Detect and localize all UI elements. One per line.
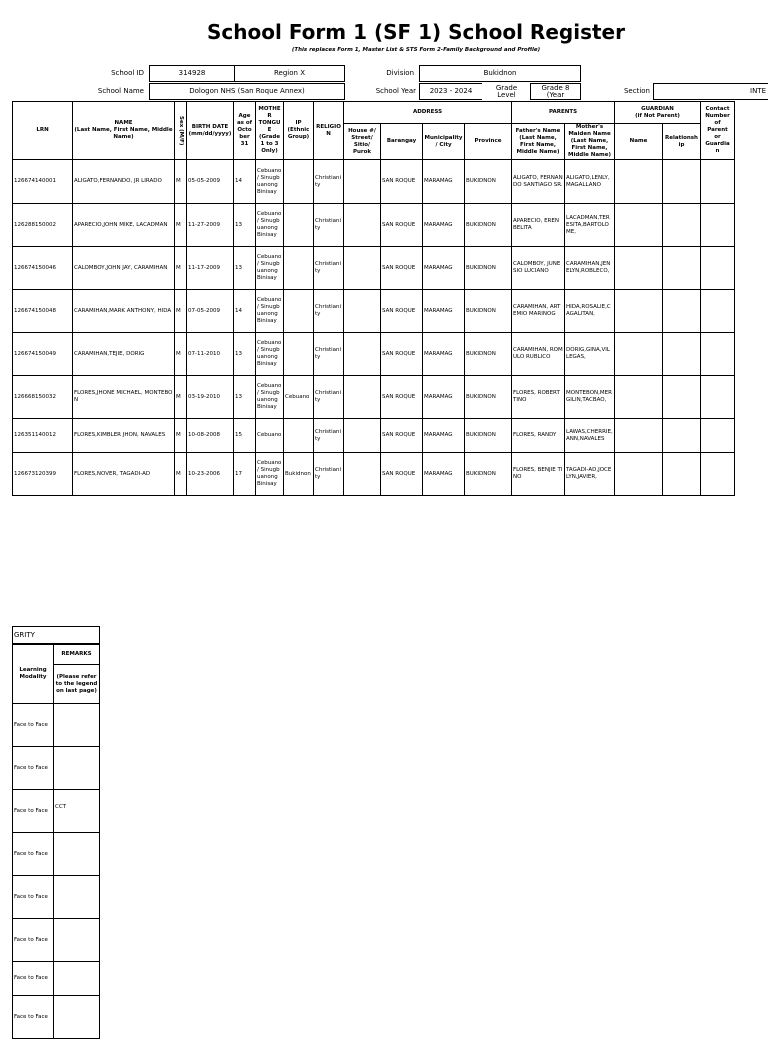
lrn-cell: 126674140001 <box>13 160 73 204</box>
municipality-cell: MARAMAG <box>423 160 465 204</box>
school-name-field: Dologon NHS (San Roque Annex) <box>149 83 345 100</box>
modality-cell: Face to Face <box>13 747 54 790</box>
header-house <box>344 124 381 160</box>
father-cell: ALIGATO, FERNANDO SANTIAGO SR. <box>512 160 565 204</box>
guardian-name-cell <box>615 247 663 290</box>
header-ip-line2: (Ethnic <box>287 127 310 133</box>
header-mt-line4: (Grade <box>258 134 281 140</box>
header-age-line4: ber <box>239 134 250 140</box>
header-father-line4: Middle Name) <box>516 148 560 155</box>
age-cell: 17 <box>234 453 256 496</box>
header-birth-date-line1: BIRTH DATE <box>191 123 229 130</box>
header-mt-line3: TONGUE <box>258 120 281 133</box>
province-cell: BUKIDNON <box>465 333 512 376</box>
guardian-name-cell <box>615 453 663 496</box>
header-municipality-line1: Municipality <box>424 134 463 141</box>
school-name-label: School Name <box>97 87 144 95</box>
mother-cell: DORIG,GINA,VILLEGAS, <box>565 333 615 376</box>
mother-tongue-cell: Cebuano / Sinugbuanong Binisay <box>256 160 284 204</box>
contact-cell <box>701 453 735 496</box>
division-field: Bukidnon <box>419 65 581 82</box>
name-cell: FLORES,NOVER, TAGADI-AD <box>73 453 175 496</box>
age-cell: 14 <box>234 290 256 333</box>
ip-cell <box>284 247 314 290</box>
guardian-name-cell <box>615 290 663 333</box>
religion-cell: Christianity <box>314 333 344 376</box>
grade-level-label-line2: Level <box>497 90 516 99</box>
grade-level-field <box>530 83 581 100</box>
mother-tongue-cell: Cebuano / Sinugbuanong Binisay <box>256 333 284 376</box>
remarks-row <box>13 790 100 833</box>
header-province: Province <box>465 124 512 160</box>
lrn-cell: 126288150002 <box>13 204 73 247</box>
table-row <box>13 204 735 247</box>
barangay-cell: SAN ROQUE <box>381 453 423 496</box>
grade-level-label <box>482 83 531 100</box>
sex-cell: M <box>175 376 187 419</box>
header-sex <box>175 102 187 160</box>
lrn-cell: 126673120399 <box>13 453 73 496</box>
header-age <box>234 102 256 160</box>
name-cell: CARAMIHAN,TEJIE, DORIG <box>73 333 175 376</box>
province-cell: BUKIDNON <box>465 453 512 496</box>
table-row <box>13 160 735 204</box>
municipality-cell: MARAMAG <box>423 204 465 247</box>
mother-tongue-cell: Cebuano / Sinugbuanong Binisay <box>256 204 284 247</box>
table-row <box>13 333 735 376</box>
barangay-cell: SAN ROQUE <box>381 333 423 376</box>
header-guardian-line1: GUARDIAN <box>641 105 674 112</box>
header-relationship-line2: ip <box>678 141 685 148</box>
province-cell: BUKIDNON <box>465 376 512 419</box>
ip-cell <box>284 160 314 204</box>
sex-cell: M <box>175 333 187 376</box>
modality-cell: Face to Face <box>13 876 54 919</box>
contact-cell <box>701 333 735 376</box>
guardian-name-cell <box>615 376 663 419</box>
header-ip-line1: IP <box>295 120 302 126</box>
birth-date-cell: 03-19-2010 <box>187 376 234 419</box>
remark-cell <box>54 962 100 996</box>
modality-cell: Face to Face <box>13 790 54 833</box>
house-cell <box>344 160 381 204</box>
header-contact-line5: or <box>714 134 721 140</box>
mother-cell: ALIGATO,LENLY,MAGALLANO <box>565 160 615 204</box>
mother-tongue-cell: Cebuano / Sinugbuanong Binisay <box>256 453 284 496</box>
header-municipality-line2: / City <box>435 141 452 148</box>
birth-date-cell: 10-23-2006 <box>187 453 234 496</box>
grade-level-label-line1: Grade <box>495 83 518 92</box>
contact-cell <box>701 247 735 290</box>
birth-date-cell: 10-08-2008 <box>187 419 234 453</box>
remarks-table <box>12 644 100 1039</box>
header-ip <box>284 102 314 160</box>
contact-cell <box>701 160 735 204</box>
municipality-cell: MARAMAG <box>423 376 465 419</box>
lrn-cell: 126674150049 <box>13 333 73 376</box>
sex-cell: M <box>175 204 187 247</box>
lrn-cell: 126674150046 <box>13 247 73 290</box>
relationship-cell <box>663 333 701 376</box>
name-cell: CARAMIHAN,MARK ANTHONY, HIDA <box>73 290 175 333</box>
guardian-name-cell <box>615 204 663 247</box>
remark-cell <box>54 919 100 962</box>
modality-cell: Face to Face <box>13 996 54 1039</box>
barangay-cell: SAN ROQUE <box>381 247 423 290</box>
header-father <box>512 124 565 160</box>
birth-date-cell: 05-05-2009 <box>187 160 234 204</box>
header-ip-line3: Group) <box>287 134 310 140</box>
municipality-cell: MARAMAG <box>423 333 465 376</box>
header-age-line2: as of <box>236 120 253 126</box>
header-contact <box>701 102 735 160</box>
form-title: School Form 1 (SF 1) School Register <box>207 20 625 44</box>
remark-cell <box>54 833 100 876</box>
header-mt-line6: Only) <box>261 148 278 154</box>
barangay-cell: SAN ROQUE <box>381 376 423 419</box>
province-cell: BUKIDNON <box>465 160 512 204</box>
ip-cell: Bukidnon <box>284 453 314 496</box>
house-cell <box>344 247 381 290</box>
header-name-title: NAME <box>114 120 133 126</box>
mother-tongue-cell: Cebuano / Sinugbuanong Binisay <box>256 376 284 419</box>
religion-cell: Christianity <box>314 204 344 247</box>
header-age-line3: Octo <box>237 127 252 133</box>
mother-tongue-cell: Cebuano / Sinugbuanong Binisay <box>256 290 284 333</box>
father-cell: FLORES, BENJIE TINO <box>512 453 565 496</box>
municipality-cell: MARAMAG <box>423 419 465 453</box>
remarks-row <box>13 704 100 747</box>
father-cell: CALOMBOY, JUNESIO LUCIANO <box>512 247 565 290</box>
father-cell: APARECIO, EREN BELITA <box>512 204 565 247</box>
age-cell: 14 <box>234 160 256 204</box>
region-field: Region X <box>234 65 345 82</box>
remarks-row <box>13 962 100 996</box>
birth-date-cell: 11-27-2009 <box>187 204 234 247</box>
province-cell: BUKIDNON <box>465 290 512 333</box>
register-table <box>12 101 735 496</box>
house-cell <box>344 453 381 496</box>
modality-cell: Face to Face <box>13 704 54 747</box>
header-guardian-line2: (if Not Parent) <box>635 112 680 119</box>
school-year-label: School Year <box>375 87 416 95</box>
barangay-cell: SAN ROQUE <box>381 160 423 204</box>
relationship-cell <box>663 376 701 419</box>
house-cell <box>344 290 381 333</box>
father-cell: CARAMIHAN, ARTEMIO MARINOG <box>512 290 565 333</box>
relationship-cell <box>663 453 701 496</box>
header-age-line1: Age <box>238 113 251 119</box>
remark-cell <box>54 704 100 747</box>
lrn-cell: 126674150048 <box>13 290 73 333</box>
house-cell <box>344 204 381 247</box>
province-cell: BUKIDNON <box>465 204 512 247</box>
header-modality-line2: Modality <box>19 674 47 680</box>
age-cell: 13 <box>234 247 256 290</box>
name-cell: FLORES,JHONE MICHAEL, MONTEBON <box>73 376 175 419</box>
header-relationship-line1: Relationsh <box>665 134 698 141</box>
mother-cell: MONTEBON,MERGILIN,TACBAO, <box>565 376 615 419</box>
mother-cell: CARAMIHAN,JENELYN,ROBLECO, <box>565 247 615 290</box>
house-cell <box>344 419 381 453</box>
age-cell: 15 <box>234 419 256 453</box>
barangay-cell: SAN ROQUE <box>381 204 423 247</box>
contact-cell <box>701 204 735 247</box>
header-house-line1: House #/ <box>348 127 376 134</box>
relationship-cell <box>663 419 701 453</box>
form-subtitle: (This replaces Form 1, Master List & STS Form 2-Family Background and Profile) <box>291 47 541 53</box>
header-mother <box>565 124 615 160</box>
mother-cell: TAGADI-AD,JOCELYN,JAVIER, <box>565 453 615 496</box>
header-mother-line5: Middle Name) <box>567 152 612 158</box>
age-cell: 13 <box>234 204 256 247</box>
header-mother-tongue <box>256 102 284 160</box>
ip-cell <box>284 204 314 247</box>
remarks-row <box>13 876 100 919</box>
header-father-line2: (Last Name, <box>519 134 557 141</box>
grade-level-value-line1: Grade 8 <box>541 83 570 92</box>
header-religion-line2: N <box>326 130 331 137</box>
header-mother-line4: First Name, <box>571 145 608 151</box>
municipality-cell: MARAMAG <box>423 453 465 496</box>
religion-cell: Christianity <box>314 290 344 333</box>
modality-cell: Face to Face <box>13 833 54 876</box>
header-address: ADDRESS <box>344 102 512 124</box>
sex-cell: M <box>175 247 187 290</box>
mother-cell: HIDA,ROSALIE,CAGALITAN, <box>565 290 615 333</box>
header-religion <box>314 102 344 160</box>
relationship-cell <box>663 290 701 333</box>
father-cell: FLORES, ROBERT TINO <box>512 376 565 419</box>
table-row <box>13 376 735 419</box>
name-cell: APARECIO,JOHN MIKE, LACADMAN <box>73 204 175 247</box>
sex-cell: M <box>175 160 187 204</box>
header-mt-line2: R <box>267 113 272 119</box>
name-cell: ALIGATO,FERNANDO, JR LIRADO <box>73 160 175 204</box>
remarks-body <box>13 704 100 1039</box>
table-row <box>13 453 735 496</box>
header-name <box>73 102 175 160</box>
header-contact-line7: n <box>715 148 720 154</box>
remarks-row <box>13 833 100 876</box>
school-id-field: 314928 <box>149 65 235 82</box>
header-modality-line1: Learning <box>19 667 47 673</box>
school-year-field: 2023 - 2024 <box>419 83 483 100</box>
mother-tongue-cell: Cebuano <box>256 419 284 453</box>
municipality-cell: MARAMAG <box>423 290 465 333</box>
division-label: Division <box>386 69 414 77</box>
header-name-sub: (Last Name, First Name, Middle Name) <box>74 127 173 140</box>
municipality-cell: MARAMAG <box>423 247 465 290</box>
barangay-cell: SAN ROQUE <box>381 290 423 333</box>
header-mother-line3: (Last Name, <box>570 138 609 144</box>
section-field: INTE <box>653 83 768 100</box>
table-row <box>13 247 735 290</box>
name-cell: FLORES,KIMBLER JHON, NAVALES <box>73 419 175 453</box>
header-father-line1: Father's Name <box>515 127 561 134</box>
header-birth-date <box>187 102 234 160</box>
house-cell <box>344 333 381 376</box>
header-mother-line1: Mother's <box>575 124 604 130</box>
remarks-row <box>13 747 100 790</box>
header-barangay: Barangay <box>381 124 423 160</box>
father-cell: FLORES, RANDY <box>512 419 565 453</box>
modality-cell: Face to Face <box>13 962 54 996</box>
header-municipality <box>423 124 465 160</box>
grade-level-value-line2: (Year <box>546 90 565 99</box>
contact-cell <box>701 290 735 333</box>
relationship-cell <box>663 160 701 204</box>
header-age-line5: 31 <box>240 141 249 147</box>
sex-cell: M <box>175 290 187 333</box>
header-contact-line3: of <box>714 120 721 126</box>
remark-cell <box>54 876 100 919</box>
header-relationship <box>663 124 701 160</box>
guardian-name-cell <box>615 419 663 453</box>
header-mt-line5: 1 to 3 <box>260 141 279 147</box>
contact-cell <box>701 376 735 419</box>
header-guardian <box>615 102 701 124</box>
header-house-line4: Purok <box>352 148 372 155</box>
remarks-row <box>13 919 100 962</box>
relationship-cell <box>663 204 701 247</box>
header-learning-modality <box>13 645 54 704</box>
register-body <box>13 160 735 496</box>
table-row <box>13 290 735 333</box>
header-parents: PARENTS <box>512 102 615 124</box>
birth-date-cell: 07-11-2010 <box>187 333 234 376</box>
header-contact-line2: Number <box>705 113 730 119</box>
header-remarks-sub: (Please refer to the legend on last page) <box>54 665 100 704</box>
birth-date-cell: 07-05-2009 <box>187 290 234 333</box>
header-contact-line1: Contact <box>705 106 730 112</box>
relationship-cell <box>663 247 701 290</box>
header-lrn: LRN <box>13 102 73 160</box>
sex-cell: M <box>175 419 187 453</box>
header-mother-line2: Maiden Name <box>568 131 611 137</box>
school-id-label: School ID <box>111 69 144 77</box>
father-cell: CARAMIHAN, ROMULO RUBLICO <box>512 333 565 376</box>
guardian-name-cell <box>615 160 663 204</box>
province-cell: BUKIDNON <box>465 419 512 453</box>
remarks-row <box>13 996 100 1039</box>
sex-cell: M <box>175 453 187 496</box>
header-sex-text: Sex (M/F) <box>178 115 184 146</box>
religion-cell: Christianity <box>314 453 344 496</box>
barangay-cell: SAN ROQUE <box>381 419 423 453</box>
remark-cell: CCT <box>54 790 100 833</box>
lrn-cell: 126668150032 <box>13 376 73 419</box>
header-mt-line1: MOTHE <box>258 106 281 112</box>
age-cell: 13 <box>234 333 256 376</box>
name-cell: CALOMBOY,JOHN JAY, CARAMIHAN <box>73 247 175 290</box>
mother-cell: LAWAS,CHERRIE,ANN,NAVALES <box>565 419 615 453</box>
birth-date-cell: 11-17-2009 <box>187 247 234 290</box>
guardian-name-cell <box>615 333 663 376</box>
religion-cell: Christianity <box>314 247 344 290</box>
religion-cell: Christianity <box>314 160 344 204</box>
header-birth-date-line2: (mm/dd/yyyy) <box>188 130 232 137</box>
header-remarks: REMARKS <box>54 645 100 665</box>
contact-cell <box>701 419 735 453</box>
header-religion-line1: RELIGIO <box>316 123 341 130</box>
remark-cell <box>54 996 100 1039</box>
religion-cell: Christianity <box>314 419 344 453</box>
header-contact-line6: Guardia <box>705 141 730 147</box>
age-cell: 13 <box>234 376 256 419</box>
house-cell <box>344 376 381 419</box>
ip-cell <box>284 290 314 333</box>
header-guardian-name: Name <box>615 124 663 160</box>
ip-cell: Cebuano <box>284 376 314 419</box>
modality-cell: Face to Face <box>13 919 54 962</box>
header-house-line2: Street/ <box>351 134 373 141</box>
ip-cell <box>284 419 314 453</box>
table-row <box>13 419 735 453</box>
lrn-cell: 126351140012 <box>13 419 73 453</box>
grity-header: GRITY <box>12 626 100 644</box>
section-label: Section <box>623 87 650 95</box>
header-father-line3: First Name, <box>519 141 557 148</box>
religion-cell: Christianity <box>314 376 344 419</box>
province-cell: BUKIDNON <box>465 247 512 290</box>
remark-cell <box>54 747 100 790</box>
ip-cell <box>284 333 314 376</box>
mother-cell: LACADMAN,TERESITA,BARTOLOME, <box>565 204 615 247</box>
header-contact-line4: Parent <box>707 127 728 133</box>
mother-tongue-cell: Cebuano / Sinugbuanong Binisay <box>256 247 284 290</box>
header-house-line3: Sitio/ <box>353 141 371 148</box>
